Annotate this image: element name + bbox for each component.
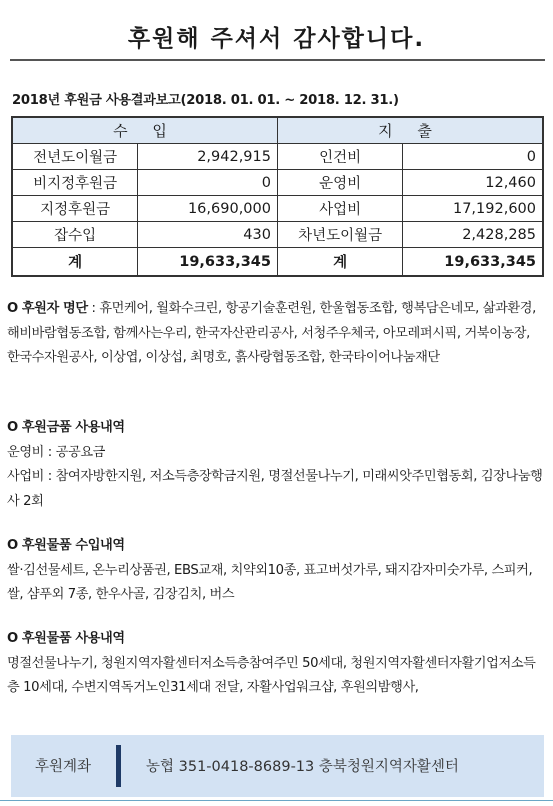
table-row [12,196,543,222]
donors-title-text: 후원자 명단 [21,301,88,316]
section-marker: O [7,301,18,316]
goods-usage-title [7,627,545,652]
income-value: 430 [138,222,278,248]
goods-usage-title-text: 후원물품 사용내역 [21,631,125,646]
income-total-value: 19,633,345 [138,248,278,277]
report-heading: 2018년 후원금 사용결과보고(2018. 01. 01. ~ 2018. 12. 31.) [12,93,399,108]
page-title: 후원해 주셔서 감사합니다. [127,26,426,52]
goods-income-title-text: 후원물품 수입내역 [21,538,125,553]
account-label: 후원계좌 [35,759,92,775]
income-value: 0 [138,170,278,196]
income-label: 비지정후원금 [12,170,138,196]
donors-list: : 휴먼케어, 월화수크린, 항공기술훈련원, 한울협동조합, 행복담은네모, 삶과환경, 해비바람협동조합, 함께사는우리, 한국자산관리공사, 서청주우체국, 아모레퍼시픽, 거북이농장, 한국수자원공사, 이상엽, 이상섭, 최명호, 흙사랑협동조합, 한국타이어나눔재단 [7,301,536,365]
expense-label: 사업비 [277,196,402,222]
goods-income-title [7,534,545,559]
table-header-row [12,117,543,144]
donors-title [7,301,88,316]
expense-total-label: 계 [277,248,402,277]
expense-total-value: 19,633,345 [403,248,543,277]
income-total-label: 계 [12,248,138,277]
income-value: 16,690,000 [138,196,278,222]
income-label: 지정후원금 [12,196,138,222]
section-marker: O [7,538,18,553]
donation-account-banner [11,735,544,797]
expense-value: 0 [403,144,543,170]
goods-usage-section [7,627,545,701]
finance-table [11,116,544,277]
income-label: 전년도이월금 [12,144,138,170]
funds-usage-section [7,416,545,514]
section-marker: O [7,631,18,646]
banner-divider [116,745,121,787]
expense-label: 차년도이월금 [277,222,402,248]
income-label: 잡수입 [12,222,138,248]
table-row [12,170,543,196]
funds-usage-line-operating: 운영비 : 공공요금 [7,444,106,460]
expense-value: 17,192,600 [403,196,543,222]
income-value: 2,942,915 [138,144,278,170]
title-divider [10,59,545,61]
section-marker: O [7,420,18,435]
table-row [12,144,543,170]
account-number: 농협 351-0418-8689-13 충북청원지역자활센터 [146,759,459,775]
expense-value: 12,460 [403,170,543,196]
expense-label: 운영비 [277,170,402,196]
goods-income-text: 쌀·김선물세트, 온누리상품권, EBS교재, 치약외10종, 표고버섯가루, 돼지감자미숫가루, 스피커, 쌀, 샴푸외 7종, 한우사골, 김장김치, 버스 [7,562,533,602]
funds-usage-title-text: 후원금품 사용내역 [21,420,125,435]
income-header: 수 입 [12,117,277,144]
donors-section [7,297,545,371]
bottom-divider [0,800,553,801]
expense-header: 지 출 [277,117,543,144]
goods-usage-text: 명절선물나누기, 청원지역자활센터저소득층참여주민 50세대, 청원지역자활센터자활기업저소득층 10세대, 수변지역독거노인31세대 전달, 자활사업워크샵, 후원의밤행사, [7,655,536,695]
table-total-row [12,248,543,277]
expense-label: 인건비 [277,144,402,170]
funds-usage-title [7,416,545,441]
goods-income-section [7,534,545,608]
funds-usage-line-business: 사업비 : 참여자방한지원, 저소득층장학금지원, 명절선물나누기, 미래씨앗주민협동회, 김장나눔행사 2회 [7,469,543,509]
expense-value: 2,428,285 [403,222,543,248]
table-row [12,222,543,248]
